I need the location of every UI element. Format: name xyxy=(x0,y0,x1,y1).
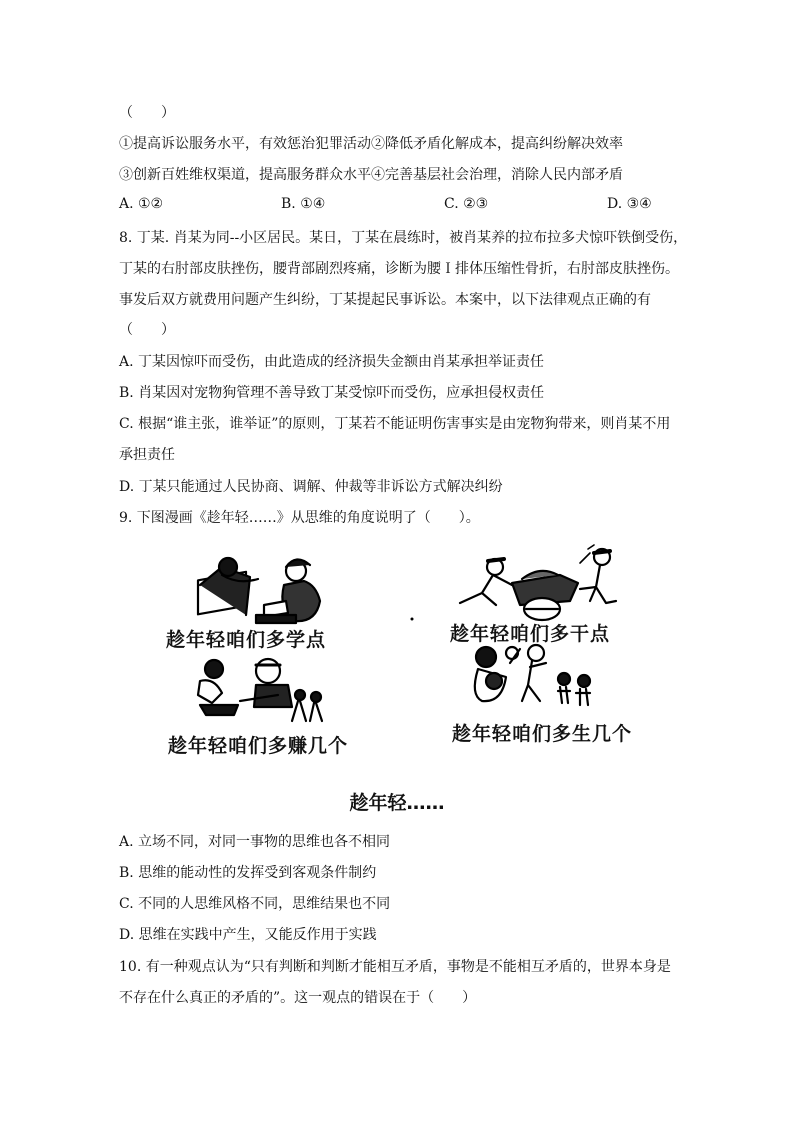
q8-answer-paren: （ ） xyxy=(119,322,175,338)
q8-stem-line-3: 事发后双方就费用问题产生纠纷，丁某提起民事诉讼。本案中，以下法律观点正确的有 xyxy=(119,292,651,308)
q7-option-d[interactable]: D. ③④ xyxy=(607,196,652,212)
q8-option-d[interactable]: D. 丁某只能通过人民协商、调解、仲裁等非诉讼方式解决纠纷 xyxy=(119,479,503,495)
q8-stem-line-2: 丁某的右肘部皮肤挫伤，腰背部剧烈疼痛，诊断为腰Ｉ排体压缩性骨折，右肘部皮肤挫伤。 xyxy=(119,261,679,277)
q9-option-b[interactable]: B. 思维的能动性的发挥受到客观条件制约 xyxy=(119,865,377,881)
q7-option-b[interactable]: B. ①④ xyxy=(281,196,326,212)
caption-children: 趁年轻咱们多生几个 xyxy=(452,723,633,745)
q7-statement-line-2: ③创新百姓维权渠道，提高服务群众水平④完善基层社会治理，消除人民内部矛盾 xyxy=(119,167,623,183)
cartoon-title: 趁年轻…… xyxy=(349,792,445,814)
q8-option-a[interactable]: A. 丁某因惊吓而受伤，由此造成的经济损失金额由肖某承担举证责任 xyxy=(119,354,545,370)
q10-stem-line-1: 10. 有一种观点认为“只有判断和判断才能相互矛盾，事物是不能相互矛盾的，世界本身是 xyxy=(119,959,671,975)
q7-options xyxy=(119,196,679,216)
panel-children-drawing xyxy=(475,645,590,705)
q9-option-a[interactable]: A. 立场不同，对同一事物的思维也各不相同 xyxy=(119,834,391,850)
q10-stem-line-2: 不存在什么真正的矛盾的”。这一观点的错误在于（ ） xyxy=(119,990,477,1006)
q8-option-b[interactable]: B. 肖某因对宠物狗管理不善导致丁某受惊吓而受伤，应承担侵权责任 xyxy=(119,385,545,401)
q7-option-a[interactable]: A. ①② xyxy=(119,196,164,212)
panel-earn-drawing xyxy=(198,659,322,721)
panel-study-drawing xyxy=(198,558,320,623)
caption-earn: 趁年轻咱们多赚几个 xyxy=(168,735,349,757)
stray-dot xyxy=(411,618,414,621)
q7-answer-paren: （ ） xyxy=(119,105,175,121)
q8-option-c[interactable]: C. 根据“谁主张，谁举证”的原则，丁某若不能证明伤害事实是由宠物狗带来，则肖某不用 xyxy=(119,416,671,432)
q9-stem: 9. 下图漫画《趁年轻……》从思维的角度说明了（ ）。 xyxy=(119,510,480,526)
q9-option-d[interactable]: D. 思维在实践中产生，又能反作用于实践 xyxy=(119,927,377,943)
q7-statement-line-1: ①提高诉讼服务水平，有效惩治犯罪活动②降低矛盾化解成本，提高纠纷解决效率 xyxy=(119,136,623,152)
q7-option-c[interactable]: C. ②③ xyxy=(444,196,489,212)
caption-study: 趁年轻咱们多学点 xyxy=(166,629,327,651)
caption-work: 趁年轻咱们多干点 xyxy=(450,623,611,645)
q8-option-c-continued: 承担责任 xyxy=(119,447,175,463)
q9-option-c[interactable]: C. 不同的人思维风格不同，思维结果也不同 xyxy=(119,896,391,912)
cartoon-figure xyxy=(160,545,670,765)
q8-stem-line-1: 8. 丁某. 肖某为同--小区居民。某日，丁某在晨练时，被肖某养的拉布拉多犬惊吓铁倒受伤， xyxy=(119,230,688,246)
panel-work-drawing xyxy=(460,545,616,620)
